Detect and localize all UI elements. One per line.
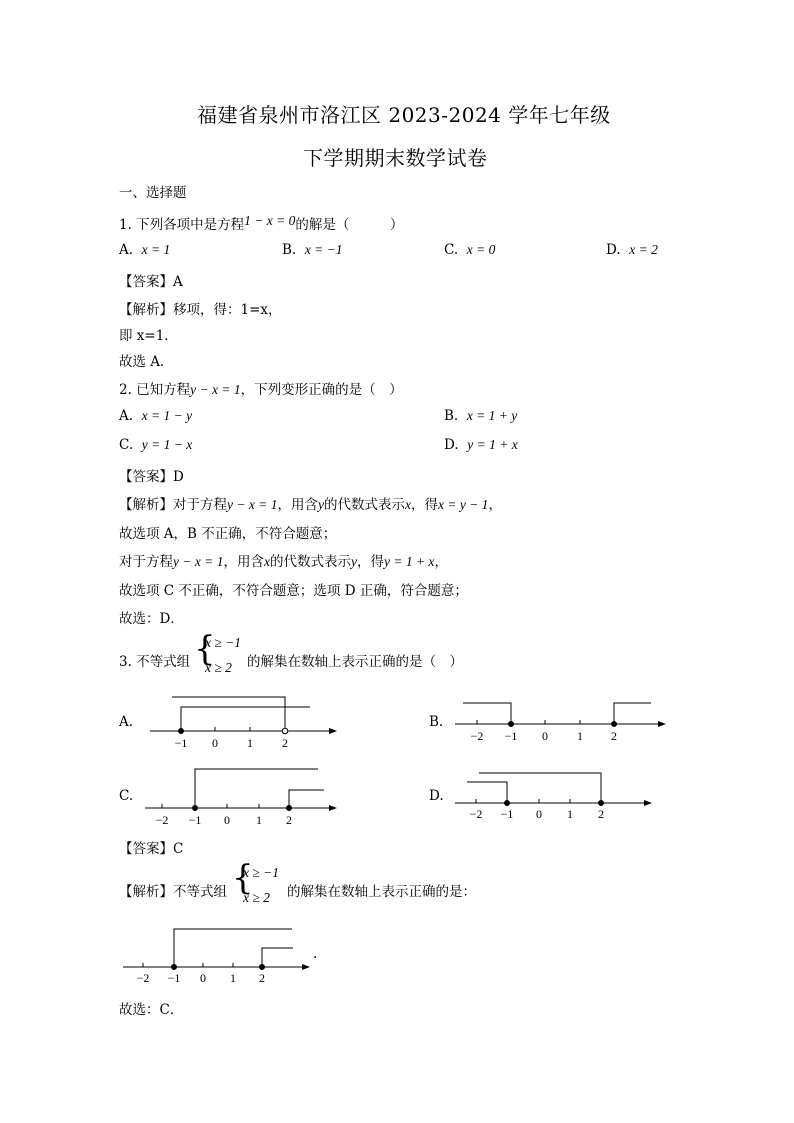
q3-option-d-label: D. — [429, 788, 444, 804]
number-line-analysis — [123, 929, 309, 970]
q3-system-line2: x ≥ 2 — [205, 660, 232, 675]
option-letter: D. — [444, 437, 459, 453]
tick-label: 1 — [256, 813, 262, 827]
q2-analysis-line5: 故选：D． — [119, 611, 184, 627]
page-subtitle: 下学期期末数学试卷 — [303, 146, 488, 170]
left-brace: { — [194, 629, 216, 669]
q3-final: 故选：C． — [119, 1002, 184, 1018]
solid-dot — [260, 965, 265, 970]
range-bracket-ge-2 — [289, 790, 324, 808]
solid-dot — [179, 729, 184, 734]
range-bracket-le-minus1 — [467, 782, 507, 803]
q3-option-b-label: B. — [429, 714, 444, 730]
text: ，得 — [410, 497, 438, 513]
q1-answer: 【答案】A — [119, 274, 183, 290]
option-letter: B. — [444, 408, 459, 424]
tick-label: 1 — [247, 736, 253, 750]
text: 对于方程 — [119, 554, 173, 570]
tick-label: −2 — [155, 813, 169, 827]
number-line-b — [455, 703, 665, 727]
q3-analysis-pre: 【解析】不等式组 — [119, 884, 227, 900]
q3-stem-pre: 3. 不等式组 — [119, 654, 191, 670]
q1-analysis-line2: 即 x=1． — [119, 328, 178, 344]
text: 的代数式表示 — [323, 497, 405, 513]
solid-dot — [172, 965, 177, 970]
range-bracket-le-2 — [172, 697, 285, 731]
option-letter: A. — [119, 408, 134, 424]
range-bracket-ge-2 — [614, 703, 651, 724]
option-math: x = 1 — [141, 242, 171, 257]
section-heading: 一、选择题 — [119, 185, 187, 201]
tick-label: −1 — [174, 736, 188, 750]
math: y — [317, 497, 324, 512]
text: ，用含 — [223, 554, 264, 570]
q1-analysis-line3: 故选 A． — [119, 354, 174, 370]
q2-answer: 【答案】D — [119, 469, 184, 485]
range-bracket-ge-2 — [262, 948, 293, 967]
q1-analysis-line1: 【解析】移项，得：1=x， — [119, 302, 282, 318]
analysis-figure-period: . — [313, 946, 318, 962]
option-math: x = 1 − y — [141, 408, 193, 423]
math: x — [263, 554, 270, 569]
option-letter: A. — [119, 242, 134, 258]
option-math: x = −1 — [304, 242, 343, 257]
tick-label: −2 — [469, 807, 483, 821]
math: y − x = 1 — [173, 554, 224, 569]
math: y = 1 + x — [383, 554, 435, 569]
q2-stem-post: ，下列变形正确的是（ ） — [240, 382, 403, 398]
tick-label: −2 — [470, 729, 484, 743]
option-math: x = 0 — [466, 242, 496, 257]
tick-label: −1 — [167, 971, 181, 985]
range-bracket-ge-minus1 — [181, 707, 310, 731]
q3-stem-post: 的解集在数轴上表示正确的是（ ） — [247, 654, 463, 670]
range-bracket-ge-minus1 — [195, 769, 318, 808]
text: ， — [434, 554, 448, 570]
number-line-c — [145, 769, 336, 811]
q1-equation: 1 − x = 0 — [244, 213, 296, 228]
option-math: y = 1 − x — [141, 437, 193, 452]
q3-analysis-system-line2: x ≥ 2 — [243, 890, 270, 905]
q3-analysis-system-line1: x ≥ −1 — [243, 865, 280, 880]
option-letter: B. — [282, 242, 297, 258]
range-bracket-le-2 — [479, 773, 601, 803]
tick-label: −1 — [188, 813, 202, 827]
q3-option-a-label: A. — [119, 714, 134, 730]
range-bracket-le-minus1 — [463, 703, 511, 724]
q2-stem-pre: 2. 已知方程 — [119, 382, 191, 398]
tick-label: −1 — [500, 807, 514, 821]
number-line-d — [455, 773, 651, 806]
tick-label: 0 — [224, 813, 230, 827]
math: x — [404, 497, 411, 512]
tick-label: 2 — [286, 813, 292, 827]
left-brace: { — [232, 858, 254, 898]
option-letter: C. — [444, 242, 459, 258]
q3-option-c-label: C. — [119, 788, 134, 804]
q3-analysis-post: 的解集在数轴上表示正确的是： — [287, 884, 476, 900]
text: 的代数式表示 — [269, 554, 351, 570]
tick-label: 2 — [611, 729, 617, 743]
option-letter: C. — [119, 437, 134, 453]
q3-system-line1: x ≥ −1 — [205, 635, 242, 650]
tick-label: 0 — [542, 729, 548, 743]
tick-label: 0 — [200, 971, 206, 985]
tick-label: 1 — [577, 729, 583, 743]
solid-dot — [509, 722, 514, 727]
q3-answer: 【答案】C — [119, 841, 184, 857]
solid-dot — [193, 806, 198, 811]
solid-dot — [599, 801, 604, 806]
number-line-a — [150, 697, 336, 734]
tick-label: 1 — [567, 807, 573, 821]
option-math: x = 2 — [629, 242, 658, 257]
math: y — [350, 554, 357, 569]
solid-dot — [505, 801, 510, 806]
open-dot — [282, 728, 288, 734]
page-title: 福建省泉州市洛江区 2023-2024 学年七年级 — [197, 103, 611, 127]
tick-label: 1 — [230, 971, 236, 985]
solid-dot — [612, 722, 617, 727]
tick-label: −2 — [136, 971, 150, 985]
solid-dot — [287, 806, 292, 811]
tick-label: 2 — [282, 736, 288, 750]
option-letter: D. — [606, 242, 621, 258]
text: ， — [488, 497, 502, 513]
tick-label: 0 — [212, 736, 218, 750]
q2-equation: y − x = 1 — [190, 382, 241, 397]
option-math: x = 1 + y — [466, 408, 518, 423]
q1-stem-pre: 1. 下列各项中是方程 — [119, 217, 245, 233]
math: x = y − 1 — [437, 497, 489, 512]
tick-label: 2 — [598, 807, 604, 821]
q2-analysis-line4: 故选项 C 不正确，不符合题意；选项 D 正确，符合题意； — [119, 583, 468, 599]
q1-stem-post: 的解是（ ） — [295, 217, 404, 233]
option-math: y = 1 + x — [467, 437, 518, 452]
text: ，用含 — [277, 497, 318, 513]
text: ，得 — [356, 554, 384, 570]
math: y − x = 1 — [227, 497, 278, 512]
tick-label: 2 — [259, 971, 265, 985]
text: 【解析】对于方程 — [119, 497, 227, 513]
q2-analysis-line2: 故选项 A，B 不正确，不符合题意； — [119, 526, 337, 542]
tick-label: −1 — [504, 729, 518, 743]
tick-label: 0 — [536, 807, 542, 821]
